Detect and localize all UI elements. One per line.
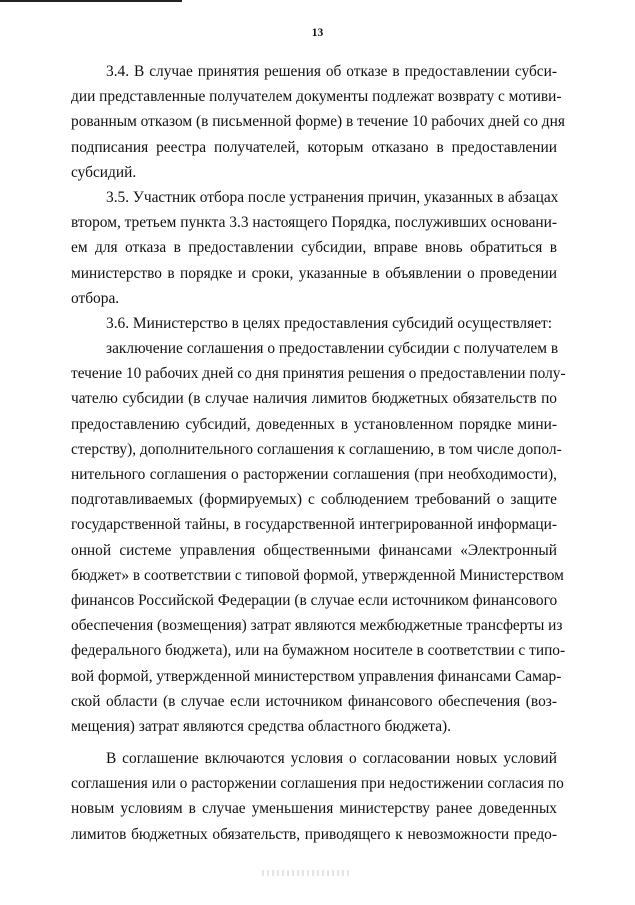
text-line: федерального бюджета), или на бумажном носителе в соответствии с типо- bbox=[71, 642, 566, 660]
text-line: 3.6. Министерство в целях предоставления субсидий осуществляет: bbox=[106, 314, 553, 332]
text-line: бюджет» в соответствии с типовой формой, утвержденной Министерством bbox=[71, 566, 564, 584]
text-line: отбора. bbox=[71, 289, 120, 307]
text-line: стерству), дополнительного соглашения к соглашению, в том числе допол- bbox=[71, 440, 562, 458]
top-scan-rule bbox=[0, 0, 182, 2]
text-line: подготавливаемых (формируемых) с соблюдением требований о защите bbox=[71, 491, 557, 509]
text-line: втором, третьем пункта 3.3 настоящего Порядка, послуживших основани- bbox=[71, 214, 558, 232]
text-line: 3.5. Участник отбора после устранения причин, указанных в абзацах bbox=[106, 188, 559, 206]
text-line: ем для отказа в предоставлении субсидии, вправе вновь обратиться в bbox=[71, 239, 557, 257]
text-line: подписания реестра получателей, которым отказано в предоставлении bbox=[71, 138, 557, 156]
text-line: ской области (в случае если источником финансового обеспечения (воз- bbox=[71, 692, 557, 710]
text-line: онной системе управления общественными финансами «Электронный bbox=[71, 541, 557, 559]
paragraph-3-4 bbox=[71, 59, 565, 185]
page-number: 13 bbox=[311, 27, 324, 39]
scan-artifact bbox=[262, 870, 352, 876]
text-line: чателю субсидии (в случае наличия лимитов бюджетных обязательств по bbox=[71, 390, 557, 408]
text-line: соглашения или о расторжении соглашения при недостижении согласия по bbox=[71, 775, 564, 793]
text-line: В соглашение включаются условия о согласовании новых условий bbox=[106, 750, 557, 768]
text-line: вой формой, утвержденной министерством управления финансами Самар- bbox=[71, 667, 562, 685]
paragraph-3-6 bbox=[71, 311, 557, 336]
text-line: заключение соглашения о предоставлении субсидии с получателем в bbox=[106, 340, 559, 358]
text-line: нительного соглашения о расторжении соглашения (при необходимости), bbox=[71, 466, 557, 483]
text-line: дии представленные получателем документы подлежат возврату с мотиви- bbox=[71, 88, 562, 106]
text-line: течение 10 рабочих дней со дня принятия решения о предоставлении полу- bbox=[71, 365, 566, 383]
text-line: субсидий. bbox=[71, 163, 137, 181]
text-line: финансов Российской Федерации (в случае если источником финансового bbox=[71, 591, 558, 609]
text-line: мещения) затрат являются средства областного бюджета). bbox=[71, 717, 452, 735]
paragraph-3-5 bbox=[71, 185, 557, 311]
paragraph-agreement-conditions bbox=[71, 746, 564, 847]
text-line: обеспечения (возмещения) затрат являются межбюджетные трансферты из bbox=[71, 617, 563, 635]
text-line: 3.4. В случае принятия решения об отказе в предоставлении субси- bbox=[106, 63, 557, 80]
paragraph-agreement-conclusion bbox=[71, 336, 566, 739]
document-body bbox=[71, 59, 566, 847]
text-line: новым условиям в случае уменьшения министерству ранее доведенных bbox=[71, 800, 557, 818]
text-line: предоставлению субсидий, доведенных в установленном порядке мини- bbox=[71, 415, 557, 433]
text-line: лимитов бюджетных обязательств, приводящего к невозможности предо- bbox=[71, 825, 557, 843]
text-line: министерство в порядке и сроки, указанные в объявлении о проведении bbox=[71, 264, 557, 282]
text-line: рованным отказом (в письменной форме) в течение 10 рабочих дней со дня bbox=[71, 113, 565, 131]
text-line: государственной тайны, в государственной интегрированной информаци- bbox=[71, 516, 557, 534]
